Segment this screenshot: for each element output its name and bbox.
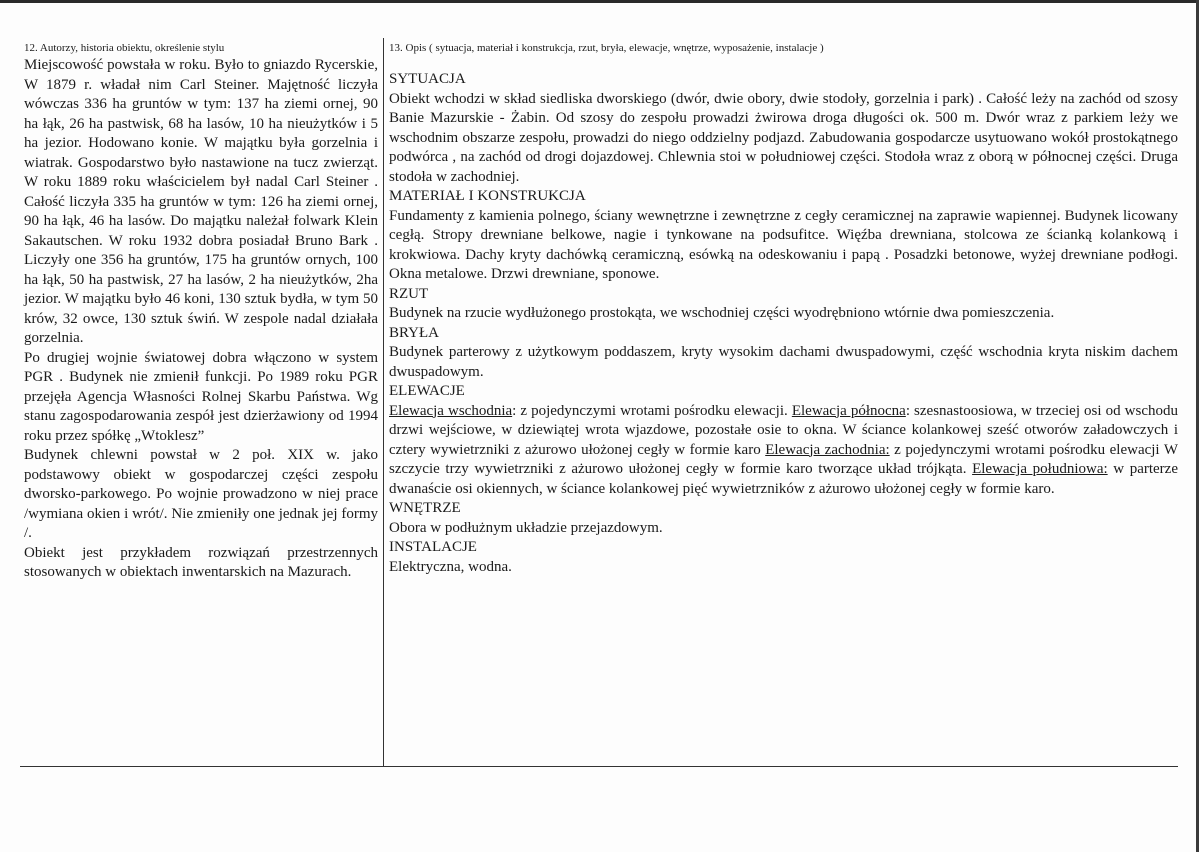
section-title-bryla: BRYŁA bbox=[389, 324, 440, 341]
south-elevation-text: w parterze dwanaście osi okiennych, w ściance kolankowej pięć wywietrzników z ażurowo ułożonej cegły w formie karo. bbox=[389, 461, 1178, 497]
description-column bbox=[389, 41, 1178, 577]
north-elevation-label: Elewacja północna bbox=[791, 402, 906, 419]
description-header: 13. Opis ( sytuacja, materiał i konstrukcja, rzut, bryła, elewacje, wnętrze, wyposażenie, instalacje ) bbox=[389, 42, 824, 54]
section-text-instalacje: Elektryczna, wodna. bbox=[389, 558, 512, 575]
history-paragraph-4: Obiekt jest przykładem rozwiązań przestrzennych stosowanych w obiektach inwentarskich na Mazurach. bbox=[24, 544, 378, 580]
west-elevation-text: z pojedynczymi wrotami pośrodku elewacji W szczycie trzy wywietrzniki z ażurowo ułożonej cegły w formie karo tworzące układ trójkąta. bbox=[389, 441, 1178, 477]
west-elevation-label: Elewacja zachodnia: bbox=[765, 441, 890, 458]
east-elevation-label: Elewacja wschodnia bbox=[389, 402, 513, 419]
history-paragraph-3: Budynek chlewni powstał w 2 poł. XIX w. jako podstawowy obiekt w gospodarczej części zespołu dworsko-parkowego. Po wojnie prowadzono w niej prace /wymiana okien i wrót/. Nie zmieniły one jednak jej formy /. bbox=[24, 447, 378, 541]
north-elevation-text: : szesnastoosiowa, w trzeciej osi od wschodu drzwi wejściowe, w dziewiątej wrota wjazdowe, pozostałe osie to okna. W ściance kolankowej sześć otworów załadowczych i cztery wywietrzniki z ażurowo ułożonej cegły w formie karo bbox=[389, 402, 1178, 458]
section-text-wnetrze: Obora w podłużnym układzie przejazdowym. bbox=[389, 519, 663, 536]
scan-edge-top bbox=[0, 0, 1199, 3]
section-text-rzut: Budynek na rzucie wydłużonego prostokąta, we wschodniej części wyodrębniono wtórnie dwa pomieszczenia. bbox=[389, 305, 1055, 321]
history-paragraph-2: Po drugiej wojnie światowej dobra włączono w system PGR . Budynek nie zmienił funkcji. Po 1989 roku PGR przejęła Agencja Własności Rolnej Skarbu Państwa. Wg stanu zagospodarowania zespół jest dzierżawiony od 1994 roku przez spółkę „Wtoklesz” bbox=[24, 349, 378, 444]
section-text-elewacje bbox=[389, 402, 1178, 500]
column-divider bbox=[383, 38, 384, 766]
section-text-material: Fundamenty z kamienia polnego, ściany wewnętrzne i zewnętrzne z cegły ceramicznej na zaprawie wapiennej. Budynek licowany cegłą. Stropy drewniane belkowe, nagie i tynkowane na podsufitce. Więźba drewniana, stolcowa ze ścianką kolankową i krokwiowa. Dachy kryty dachówką ceramiczną, esówką na odeskowaniu i papą . Posadzki betonowe, wyżej drewniane podłogi. Okna metalowe. Drzwi drewniane, sponowe. bbox=[389, 207, 1178, 282]
history-column bbox=[24, 41, 378, 583]
section-title-rzut: RZUT bbox=[389, 285, 429, 302]
bottom-rule bbox=[20, 766, 1178, 767]
east-elevation-text: : z pojedynczymi wrotami pośrodku elewacji. bbox=[512, 402, 792, 419]
section-title-instalacje: INSTALACJE bbox=[389, 539, 477, 555]
section-title-material: MATERIAŁ I KONSTRUKCJA bbox=[389, 188, 586, 204]
section-title-wnetrze: WNĘTRZE bbox=[389, 500, 461, 516]
section-title-elewacje: ELEWACJE bbox=[389, 383, 465, 399]
south-elevation-label: Elewacja południowa: bbox=[972, 461, 1108, 477]
history-paragraph-1: Miejscowość powstała w roku. Było to gniazdo Rycerskie, W 1879 r. władał nim Carl Steiner. Majętność liczyła wówczas 336 ha gruntów w tym: 137 ha ziemi ornej, 90 ha łąk, 26 ha pastwisk, 68 ha lasów, 10 ha nieużytków i 5 ha jezior. Hodowano konie. W majątku była gorzelnia i wiatrak. Gospodarstwo było nastawione na tucz zwierząt. W roku 1889 roku właścicielem był nadal Carl Steiner . Całość liczyła 335 ha gruntów w tym: 126 ha ziemi ornej, 90 ha łąk, 46 ha lasów. Do majątku należał folwark Klein Sakautschen. W roku 1932 dobra posiadał Bruno Bark . Liczyły one 356 ha gruntów, 175 ha gruntów ornych, 100 ha łąk, 50 ha pastwisk, 27 ha lasów, 2 ha nieużytków, 2ha jezior. W majątku było 46 koni, 130 sztuk bydła, w tym 50 krów, 32 owce, 130 sztuk świń. W zespole nadal działała gorzelnia. bbox=[24, 57, 378, 346]
history-header: 12. Autorzy, historia obiektu, określenie stylu bbox=[24, 42, 225, 54]
section-text-bryla: Budynek parterowy z użytkowym poddaszem, kryty wysokim dachami dwuspadowymi, część wschodnia kryta niskim dachem dwuspadowym. bbox=[389, 344, 1178, 380]
section-title-sytuacja: SYTUACJA bbox=[389, 71, 466, 87]
section-text-sytuacja: Obiekt wchodzi w skład siedliska dworskiego (dwór, dwie obory, dwie stodoły, gorzelnia i park) . Całość leży na zachód od szosy Banie Mazurskie - Żabin. Od szosy do zespołu prowadzi żwirowa droga długości ok. 500 m. Dwór wraz z parkiem leży we wschodnim obszarze zespołu, prowadzi do niego oddzielny podjazd. Zabudowania gospodarcze usytuowano wokół prostokątnego podwórca , na zachód od drogi dojazdowej. Chlewnia stoi w południowej części. Stodoła wraz z oborą w północnej części. Druga stodoła w zachodniej. bbox=[389, 90, 1178, 185]
